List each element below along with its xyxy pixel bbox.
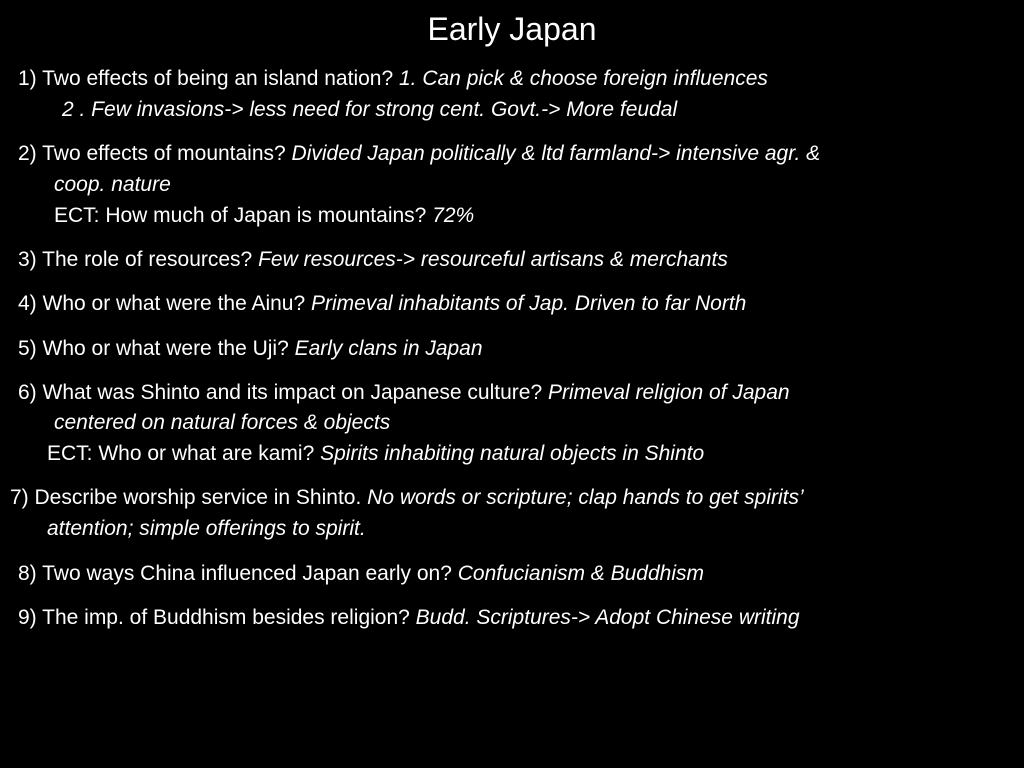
answer-1: 1. Can pick & choose foreign influences — [398, 67, 768, 90]
ect-2-answer: 72% — [432, 204, 475, 227]
ect-2 — [54, 203, 474, 229]
answer-3: Few resources-> resourceful artisans & merchants — [258, 248, 728, 271]
ect-6 — [47, 441, 704, 467]
answer-7-continued: attention; simple offerings to spirit. — [47, 517, 366, 540]
answer-9: Budd. Scriptures-> Adopt Chinese writing — [415, 606, 800, 629]
question-2 — [18, 141, 820, 167]
ect-6-question: ECT: Who or what are kami? — [47, 442, 321, 465]
question-7-text: 7) Describe worship service in Shinto. — [10, 486, 368, 509]
answer-2: Divided Japan politically & ltd farmland-> intensive agr. & — [291, 142, 821, 165]
question-1-text: 1) Two effects of being an island nation? — [18, 67, 399, 90]
question-6 — [18, 380, 790, 406]
answer-5: Early clans in Japan — [294, 337, 483, 360]
question-4 — [18, 291, 746, 317]
ect-2-question: ECT: How much of Japan is mountains? — [54, 204, 433, 227]
question-5 — [18, 336, 483, 362]
question-5-text: 5) Who or what were the Uji? — [18, 337, 295, 360]
answer-7: No words or scripture; clap hands to get spirits’ — [367, 486, 804, 509]
answer-1-continued: 2 . Few invasions-> less need for strong cent. Govt.-> More feudal — [62, 98, 678, 121]
question-1 — [18, 66, 768, 92]
answer-6: Primeval religion of Japan — [547, 381, 790, 404]
question-4-text: 4) Who or what were the Ainu? — [18, 292, 311, 315]
answer-6-continued: centered on natural forces & objects — [54, 411, 391, 434]
question-2-text: 2) Two effects of mountains? — [18, 142, 292, 165]
answer-2-continued: coop. nature — [54, 173, 171, 196]
answer-4: Primeval inhabitants of Jap. Driven to far North — [311, 292, 747, 315]
question-8 — [18, 561, 704, 587]
question-3-text: 3) The role of resources? — [18, 248, 259, 271]
question-9-text: 9) The imp. of Buddhism besides religion? — [18, 606, 416, 629]
question-3 — [18, 247, 728, 273]
answer-8: Confucianism & Buddhism — [457, 562, 704, 585]
ect-6-answer: Spirits inhabiting natural objects in Shinto — [320, 442, 705, 465]
question-8-text: 8) Two ways China influenced Japan early on? — [18, 562, 458, 585]
question-6-text: 6) What was Shinto and its impact on Japanese culture? — [18, 381, 548, 404]
question-7 — [10, 485, 804, 511]
question-9 — [18, 605, 800, 631]
slide-title: Early Japan — [427, 11, 597, 47]
